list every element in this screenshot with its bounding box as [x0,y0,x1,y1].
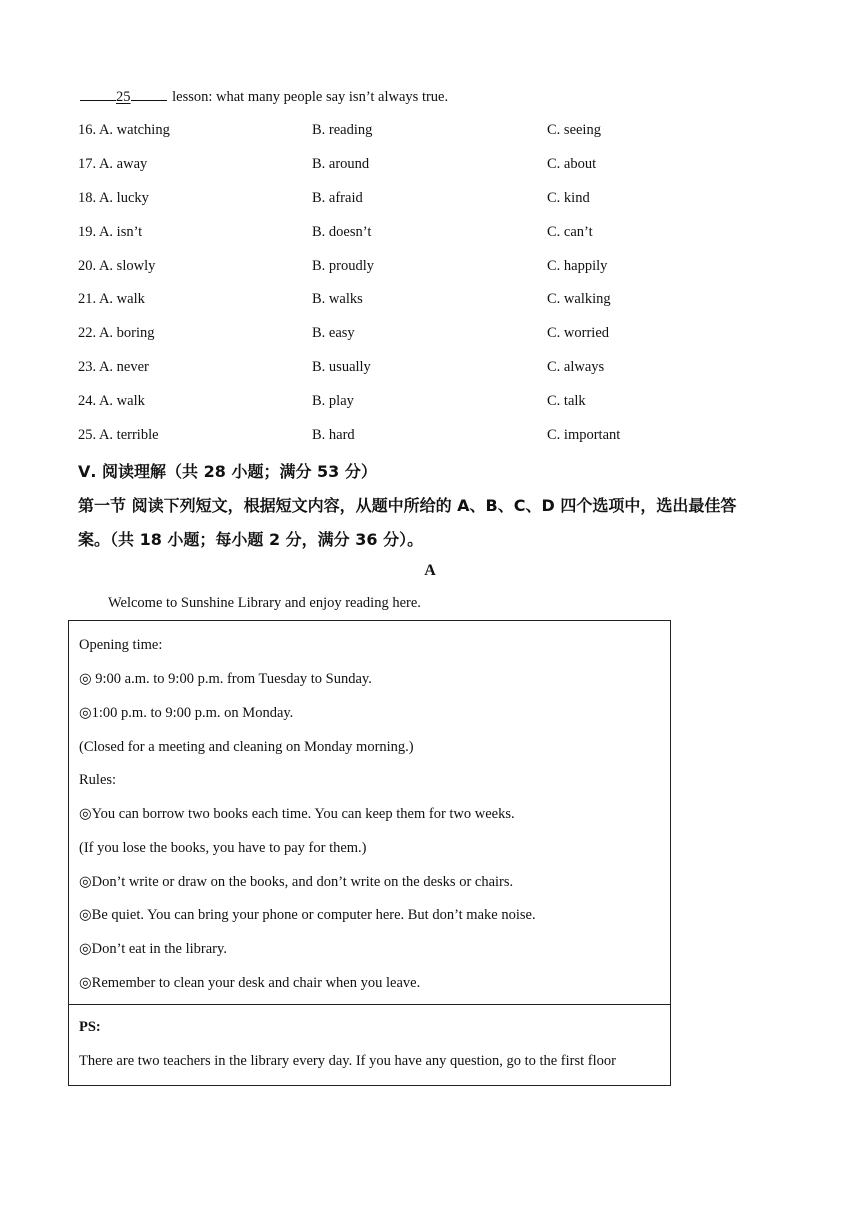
question-25 [78,427,798,447]
option-a[interactable]: 25. A. terrible [78,427,159,443]
notice-line: Opening time: [79,637,163,653]
option-b[interactable]: B. usually [312,359,371,375]
notice-line: ◎Remember to clean your desk and chair when you leave. [79,975,421,991]
option-c[interactable]: C. happily [547,258,608,274]
option-a[interactable]: 24. A. walk [78,393,145,409]
passage-label: A [424,562,436,579]
option-b[interactable]: B. proudly [312,258,375,274]
option-b[interactable]: B. doesn’t [312,224,372,240]
option-c[interactable]: C. important [547,427,621,443]
library-notice-box [68,620,671,1086]
notice-line: (Closed for a meeting and cleaning on Monday morning.) [79,739,414,755]
option-c[interactable]: C. talk [547,393,586,409]
question-24 [78,393,798,413]
passage-intro: Welcome to Sunshine Library and enjoy reading here. [108,595,421,611]
option-a[interactable]: 16. A. watching [78,122,170,138]
notice-line: ◎You can borrow two books each time. You can keep them for two weeks. [79,806,515,822]
ps-text: There are two teachers in the library every day. If you have any question, go to the first floor [79,1053,616,1069]
option-c[interactable]: C. can’t [547,224,593,240]
question-23 [78,359,798,379]
notice-line: ◎1:00 p.m. to 9:00 p.m. on Monday. [79,705,294,721]
option-b[interactable]: B. reading [312,122,373,138]
option-c[interactable]: C. always [547,359,605,375]
option-c[interactable]: C. seeing [547,122,601,138]
option-b[interactable]: B. around [312,156,370,172]
blank-25-text: lesson: what many people say isn’t always true. [168,89,449,105]
question-16 [78,122,798,142]
option-b[interactable]: B. walks [312,291,363,307]
part-instruction-line-2: 案。（共 18 小题；每小题 2 分，满分 36 分）。 [78,530,424,549]
part-instruction-line-1: 第一节 阅读下列短文，根据短文内容，从题中所给的 A、B、C、D 四个选项中，选出最佳答 [78,496,737,515]
question-18 [78,190,798,210]
option-a[interactable]: 22. A. boring [78,325,155,341]
option-a[interactable]: 21. A. walk [78,291,145,307]
option-b[interactable]: B. play [312,393,354,409]
notice-line: ◎Be quiet. You can bring your phone or computer here. But don’t make noise. [79,907,536,923]
section-heading: Ⅴ. 阅读理解（共 28 小题；满分 53 分） [78,462,377,481]
notice-line: Rules: [79,772,117,788]
question-17 [78,156,798,176]
option-a[interactable]: 18. A. lucky [78,190,149,206]
option-c[interactable]: C. worried [547,325,610,341]
option-a[interactable]: 19. A. isn’t [78,224,143,240]
notice-line: ◎ 9:00 a.m. to 9:00 p.m. from Tuesday to Sunday. [79,671,372,687]
ps-label: PS: [79,1019,101,1035]
option-a[interactable]: 23. A. never [78,359,149,375]
option-b[interactable]: B. easy [312,325,355,341]
option-a[interactable]: 20. A. slowly [78,258,156,274]
notice-line: ◎Don’t write or draw on the books, and don’t write on the desks or chairs. [79,874,514,890]
option-a[interactable]: 17. A. away [78,156,148,172]
question-19 [78,224,798,244]
question-20 [78,258,798,278]
option-c[interactable]: C. kind [547,190,590,206]
option-c[interactable]: C. about [547,156,597,172]
option-b[interactable]: B. hard [312,427,355,443]
notice-line: (If you lose the books, you have to pay for them.) [79,840,367,856]
notice-line: ◎Don’t eat in the library. [79,941,227,957]
question-21 [78,291,798,311]
option-b[interactable]: B. afraid [312,190,363,206]
question-22 [78,325,798,345]
option-c[interactable]: C. walking [547,291,611,307]
blank-25-line [78,89,448,106]
blank-25: 25 [78,89,169,106]
notice-divider [69,1004,670,1005]
